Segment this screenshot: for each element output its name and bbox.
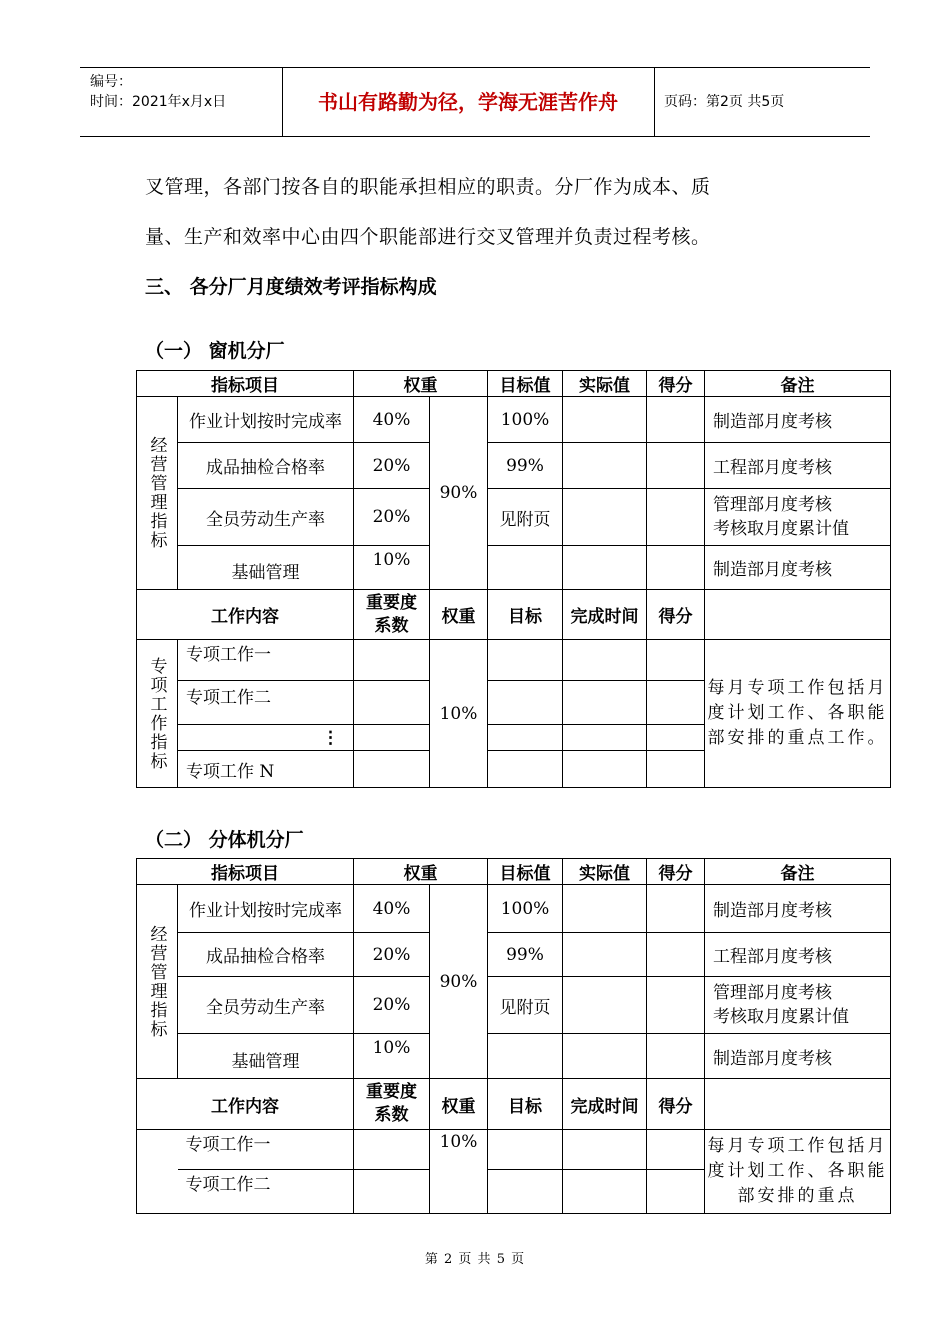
mgmt-row-weight: 40%: [354, 885, 430, 933]
work-head-score: 得分: [647, 1079, 705, 1130]
mgmt-row-weight: 10%: [354, 546, 430, 590]
col-head-weight: 权重: [354, 859, 488, 885]
mgmt-row-score: [647, 933, 705, 977]
mgmt-row-weight: 10%: [354, 1034, 430, 1079]
mgmt-row-target: 99%: [488, 933, 563, 977]
special-row-time: [563, 725, 647, 751]
header-page-info: 页码：第2页 共5页: [664, 94, 785, 110]
mgmt-row-weight: 20%: [354, 489, 430, 546]
special-row-name: 专项工作二: [178, 1170, 354, 1214]
work-head-weight: 权重: [430, 1079, 488, 1130]
mgmt-row-score: [647, 885, 705, 933]
mgmt-row-actual: [563, 489, 647, 546]
mgmt-row-note: 管理部月度考核 考核取月度累计值: [705, 977, 891, 1034]
mgmt-row-score: [647, 546, 705, 590]
work-head-note: [705, 1079, 891, 1130]
col-head-actual: 实际值: [563, 859, 647, 885]
special-total-weight: 10%: [430, 1130, 488, 1214]
col-head-target: 目标值: [488, 859, 563, 885]
work-head-weight: 权重: [430, 590, 488, 640]
special-row-time: [563, 681, 647, 725]
mgmt-row-score: [647, 489, 705, 546]
special-note: 每月专项工作包括月度计划工作、各职能部安排的重点工作。: [705, 640, 891, 788]
col-head-note: 备注: [705, 371, 891, 397]
mgmt-row-target: 见附页: [488, 489, 563, 546]
special-row-name: 专项工作二: [178, 681, 354, 725]
special-row-importance: [354, 681, 430, 725]
body-paragraph-line-1: 叉管理，各部门按各自的职能承担相应的职责。分厂作为成本、质: [145, 176, 711, 198]
special-row-name: 专项工作一: [178, 640, 354, 681]
work-head-time: 完成时间: [563, 1079, 647, 1130]
mgmt-row-name: 作业计划按时完成率: [178, 885, 354, 933]
col-head-actual: 实际值: [563, 371, 647, 397]
col-head-score: 得分: [647, 371, 705, 397]
special-row-target: [488, 681, 563, 725]
work-head-content: 工作内容: [137, 1079, 354, 1130]
header-meta: [90, 72, 280, 112]
special-note: 每月专项工作包括月度计划工作、各职能部安排的重点: [705, 1130, 891, 1214]
special-row-time: [563, 640, 647, 681]
doc-time-label: 时间：2021年x月x日: [90, 94, 227, 110]
special-row-target: [488, 1170, 563, 1214]
mgmt-row-name: 作业计划按时完成率: [178, 397, 354, 443]
mgmt-row-score: [647, 1034, 705, 1079]
special-indicator-blank: [137, 1130, 178, 1214]
special-row-score: [647, 751, 705, 788]
special-row-importance: [354, 1130, 430, 1170]
mgmt-row-actual: [563, 1034, 647, 1079]
mgmt-row-note: 制造部月度考核: [705, 1034, 891, 1079]
mgmt-row-actual: [563, 933, 647, 977]
mgmt-row-target: 见附页: [488, 977, 563, 1034]
special-row-target: [488, 751, 563, 788]
special-row-time: [563, 1170, 647, 1214]
work-head-content: 工作内容: [137, 590, 354, 640]
mgmt-row-target: 100%: [488, 397, 563, 443]
mgmt-row-score: [647, 977, 705, 1034]
mgmt-row-name: 基础管理: [178, 1034, 354, 1079]
mgmt-row-weight: 40%: [354, 397, 430, 443]
mgmt-row-target: [488, 1034, 563, 1079]
special-row-name: 专项工作一: [178, 1130, 354, 1170]
special-row-time: [563, 751, 647, 788]
mgmt-row-weight: 20%: [354, 977, 430, 1034]
special-row-score: [647, 725, 705, 751]
subsection-title-2: （二） 分体机分厂: [145, 829, 304, 851]
mgmt-row-note: 管理部月度考核 考核取月度累计值: [705, 489, 891, 546]
mgmt-row-name: 基础管理: [178, 546, 354, 590]
mgmt-row-target: [488, 546, 563, 590]
mgmt-row-note: 工程部月度考核: [705, 933, 891, 977]
special-indicator-label: 专项工作指标: [137, 640, 178, 788]
mgmt-row-name: 全员劳动生产率: [178, 489, 354, 546]
col-head-target: 目标值: [488, 371, 563, 397]
special-row-target: [488, 640, 563, 681]
mgmt-row-weight: 20%: [354, 443, 430, 489]
work-head-target: 目标: [488, 1079, 563, 1130]
body-paragraph-line-2: 量、生产和效率中心由四个职能部进行交叉管理并负责过程考核。: [145, 226, 711, 248]
col-head-weight: 权重: [354, 371, 488, 397]
mgmt-row-note: 制造部月度考核: [705, 885, 891, 933]
special-row-score: [647, 640, 705, 681]
special-row-score: [647, 1130, 705, 1170]
mgmt-row-actual: [563, 443, 647, 489]
mgmt-indicator-label: 经营管理指标: [137, 397, 178, 590]
mgmt-row-actual: [563, 977, 647, 1034]
col-head-item: 指标项目: [137, 371, 354, 397]
mgmt-row-actual: [563, 546, 647, 590]
special-row-time: [563, 1130, 647, 1170]
special-row-target: [488, 1130, 563, 1170]
special-row-target: [488, 725, 563, 751]
work-head-importance: 重要度系数: [354, 590, 430, 640]
col-head-score: 得分: [647, 859, 705, 885]
mgmt-row-note: 制造部月度考核: [705, 397, 891, 443]
window-unit-table: [136, 370, 891, 788]
mgmt-row-note: 制造部月度考核: [705, 546, 891, 590]
mgmt-total-weight: 90%: [430, 885, 488, 1079]
mgmt-row-note: 工程部月度考核: [705, 443, 891, 489]
split-unit-table: [136, 858, 891, 1214]
mgmt-row-actual: [563, 885, 647, 933]
special-row-importance: [354, 1170, 430, 1214]
mgmt-row-score: [647, 397, 705, 443]
header-motto: 书山有路勤为径，学海无涯苦作舟: [318, 90, 618, 114]
special-total-weight: 10%: [430, 640, 488, 788]
page-footer: 第 2 页 共 5 页: [424, 1252, 526, 1267]
mgmt-row-target: 100%: [488, 885, 563, 933]
mgmt-row-weight: 20%: [354, 933, 430, 977]
mgmt-row-target: 99%: [488, 443, 563, 489]
col-head-item: 指标项目: [137, 859, 354, 885]
mgmt-total-weight: 90%: [430, 397, 488, 590]
special-row-importance: [354, 725, 430, 751]
work-head-score: 得分: [647, 590, 705, 640]
page-header: [80, 67, 870, 137]
mgmt-row-actual: [563, 397, 647, 443]
section-title: 三、 各分厂月度绩效考评指标构成: [145, 276, 437, 298]
special-row-score: [647, 681, 705, 725]
special-row-score: [647, 1170, 705, 1214]
mgmt-row-name: 成品抽检合格率: [178, 933, 354, 977]
special-row-name: 专项工作 N: [178, 751, 354, 788]
special-row-importance: [354, 640, 430, 681]
mgmt-row-name: 成品抽检合格率: [178, 443, 354, 489]
col-head-note: 备注: [705, 859, 891, 885]
work-head-target: 目标: [488, 590, 563, 640]
subsection-title-1: （一） 窗机分厂: [145, 340, 285, 362]
mgmt-row-name: 全员劳动生产率: [178, 977, 354, 1034]
work-head-importance: 重要度系数: [354, 1079, 430, 1130]
mgmt-indicator-label: 经营管理指标: [137, 885, 178, 1079]
doc-number-label: 编号：: [90, 74, 132, 90]
special-row-ellipsis: ⋮: [178, 725, 354, 751]
work-head-time: 完成时间: [563, 590, 647, 640]
mgmt-row-score: [647, 443, 705, 489]
work-head-note: [705, 590, 891, 640]
special-row-importance: [354, 751, 430, 788]
